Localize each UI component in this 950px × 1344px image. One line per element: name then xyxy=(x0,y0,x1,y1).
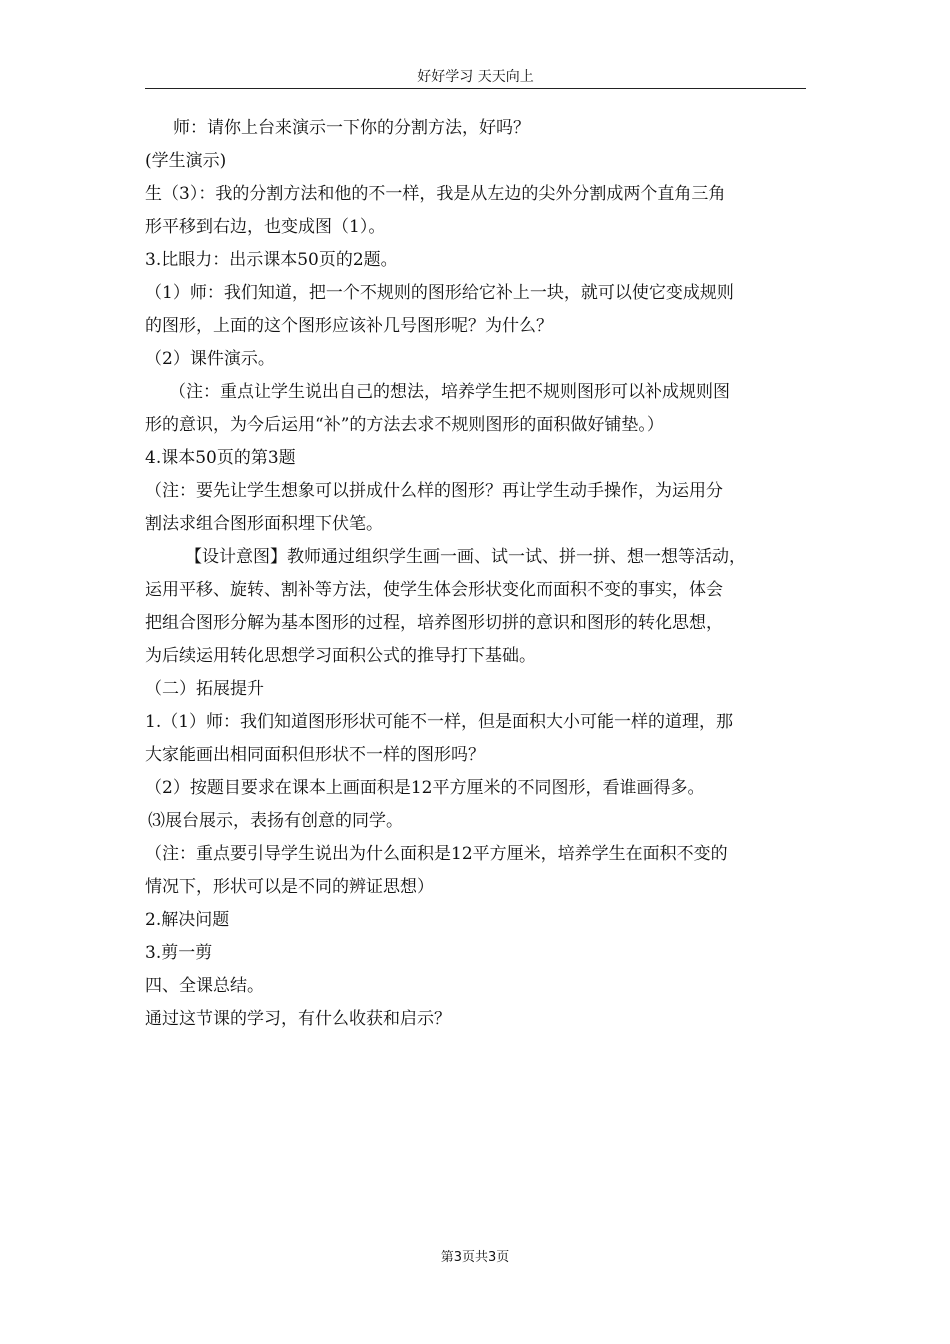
item-1-teacher: （1）师：我们知道，把一个不规则的图形给它补上一块，就可以使它变成规则 xyxy=(145,283,734,303)
note-2: （注：要先让学生想象可以拼成什么样的图形？再让学生动手操作，为运用分 xyxy=(145,481,723,501)
teacher-demo-request: 师：请你上台来演示一下你的分割方法，好吗？ xyxy=(173,118,530,138)
cut-item: 3.剪一剪 xyxy=(145,943,213,963)
note-3: （注：重点要引导学生说出为什么面积是12平方厘米，培养学生在面积不变的 xyxy=(145,844,728,864)
design-intent-cont-1: 运用平移、旋转、割补等方法，使学生体会形状变化而面积不变的事实，体会 xyxy=(145,580,723,600)
student-3-answer: 生（3）：我的分割方法和他的不一样，我是从左边的尖外分割成两个直角三角 xyxy=(145,184,726,204)
extension-item-2: （2）按题目要求在课本上画面积是12平方厘米的不同图形，看谁画得多。 xyxy=(145,778,705,798)
student-demo-note: (学生演示) xyxy=(145,151,227,171)
note-1-cont: 形的意识，为今后运用“补”的方法去求不规则图形的面积做好铺垫。） xyxy=(145,415,664,435)
extension-item-1-cont: 大家能画出相同面积但形状不一样的图形吗？ xyxy=(145,745,485,765)
page-number: 第3页共3页 xyxy=(440,1250,510,1265)
extension-item-3: ⑶展台展示，表扬有创意的同学。 xyxy=(148,811,403,831)
note-1: （注：重点让学生说出自己的想法，培养学生把不规则图形可以补成规则图 xyxy=(169,382,730,402)
section-extension-title: （二）拓展提升 xyxy=(145,679,264,699)
student-3-answer-cont: 形平移到右边，也变成图（1）。 xyxy=(145,217,386,237)
summary-title: 四、全课总结。 xyxy=(145,976,264,996)
solve-problems-item: 2.解决问题 xyxy=(145,910,230,930)
page-header: 好好学习 天天向上 xyxy=(145,66,806,89)
design-intent-cont-2: 把组合图形分解为基本图形的过程，培养图形切拼的意识和图形的转化思想， xyxy=(145,613,723,633)
summary-question: 通过这节课的学习，有什么收获和启示？ xyxy=(145,1009,451,1029)
design-intent: 【设计意图】教师通过组织学生画一画、试一试、拼一拼、想一想等活动， xyxy=(185,547,746,567)
design-intent-cont-3: 为后续运用转化思想学习面积公式的推导打下基础。 xyxy=(145,646,536,666)
section-4-title: 4.课本50页的第3题 xyxy=(145,448,296,468)
document-body xyxy=(145,112,810,1036)
item-2-courseware: （2）课件演示。 xyxy=(145,349,275,369)
item-1-teacher-cont: 的图形，上面的这个图形应该补几号图形呢？为什么？ xyxy=(145,316,553,336)
extension-item-1: 1.（1）师：我们知道图形形状可能不一样，但是面积大小可能一样的道理，那 xyxy=(145,712,734,732)
note-3-cont: 情况下，形状可以是不同的辨证思想） xyxy=(145,877,434,897)
note-2-cont: 割法求组合图形面积埋下伏笔。 xyxy=(145,514,383,534)
section-3-title: 3.比眼力：出示课本50页的2题。 xyxy=(145,250,398,270)
